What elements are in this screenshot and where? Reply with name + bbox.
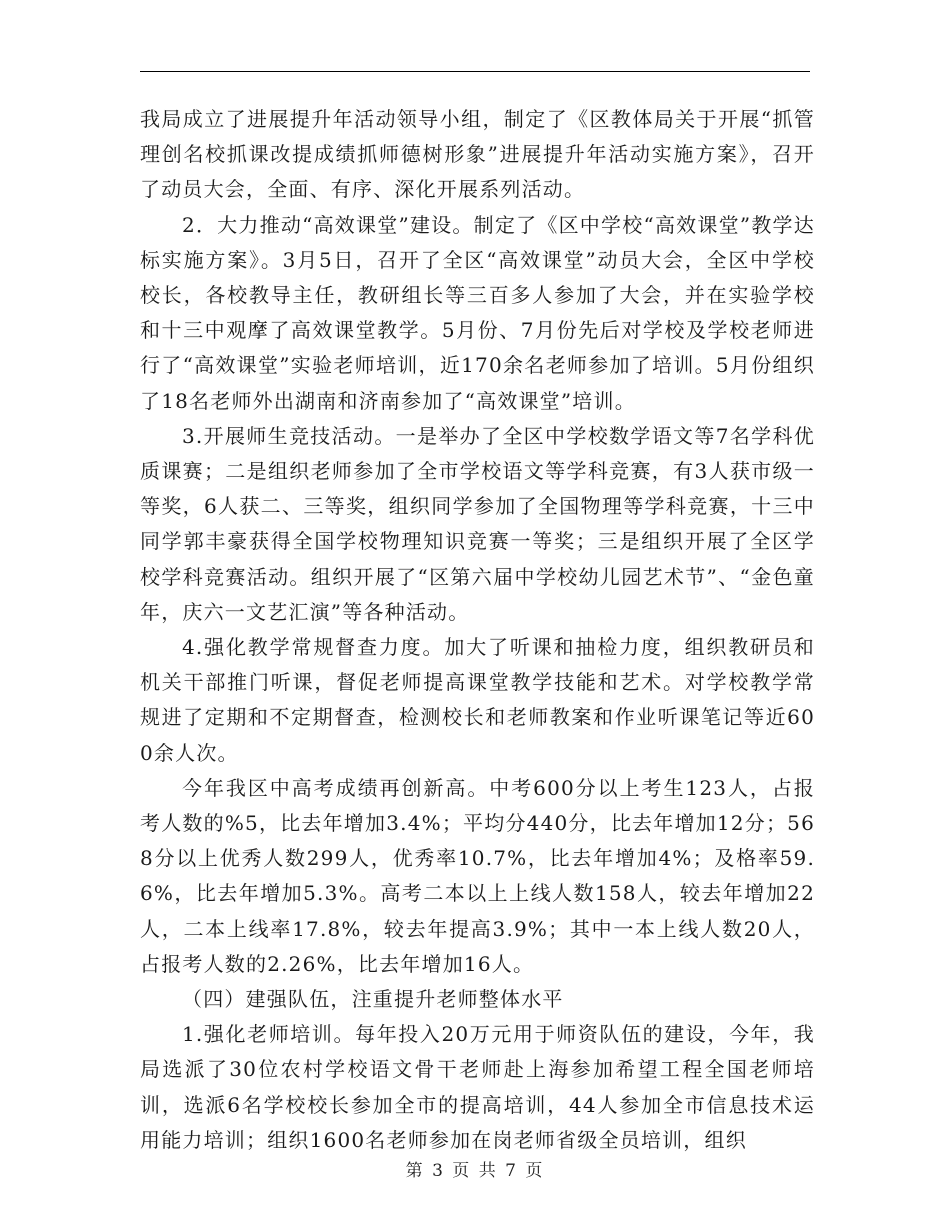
paragraph-efficient-classroom: 2．大力推动“高效课堂”建设。制定了《区中学校“高效课堂”教学达标实施方案》。3月5日，召开了全区“高效课堂”动员大会，全区中学校校长，各校教导主任，教研组长等三百多人参加了大会，并在实验学校和十三中观摩了高效课堂教学。5月份、7月份先后对学校及学校老师进行了“高效课堂”实验老师培训，近170余名老师参加了培训。5月份组织了18名老师外出湖南和济南参加了“高效课堂”培训。 [140, 212, 815, 413]
paragraph-competitions: 3.开展师生竞技活动。一是举办了全区中学校数学语文等7名学科优质课赛；二是组织老师参加了全市学校语文等学科竞赛，有3人获市级一等奖，6人获二、三等奖，组织同学参加了全国物理等学科竞赛，十三中同学郭丰豪获得全国学校物理知识竞赛一等奖；三是组织开展了全区学校学科竞赛活动。组织开展了“区第六届中学校幼儿园艺术节”、“金色童年，庆六一文艺汇演”等各种活动。 [140, 423, 815, 624]
paragraph-leadership-group: 我局成立了进展提升年活动领导小组，制定了《区教体局关于开展“抓管理创名校抓课改提成绩抓师德树形象”进展提升年活动实施方案》，召开了动员大会，全面、有序、深化开展系列活动。 [140, 107, 815, 202]
paragraph-teaching-inspection: 4.强化教学常规督查力度。加大了听课和抽检力度，组织教研员和机关干部推门听课，督促老师提高课堂教学技能和艺术。对学校教学常规进了定期和不定期督查，检测校长和老师教案和作业听课笔记等近600余人次。 [140, 635, 815, 765]
paragraph-exam-results: 今年我区中高考成绩再创新高。中考600分以上考生123人，占报考人数的%5，比去年增加3.4%；平均分440分，比去年增加12分；568分以上优秀人数299人，优秀率10.7%，比去年增加4%；及格率59.6%，比去年增加5.3%。高考二本以上上线人数158人，较去年增加22人，二本上线率17.8%，较去年提高3.9%；其中一本上线人数20人，占报考人数的2.26%，比去年增加16人。 [140, 775, 815, 976]
page-footer: 第 3 页 共 7 页 [405, 1161, 545, 1181]
paragraph-teacher-training: 1.强化老师培训。每年投入20万元用于师资队伍的建设，今年，我局选派了30位农村学校语文骨干老师赴上海参加希望工程全国老师培训，选派6名学校校长参加全市的提高培训，44人参加全市信息技术运用能力培训；组织1600名老师参加在岗老师省级全员培训，组织 [140, 1022, 815, 1152]
header-rule [140, 71, 810, 72]
body-text [140, 102, 815, 1158]
section-heading: （四）建强队伍，注重提升老师整体水平 [182, 987, 564, 1012]
